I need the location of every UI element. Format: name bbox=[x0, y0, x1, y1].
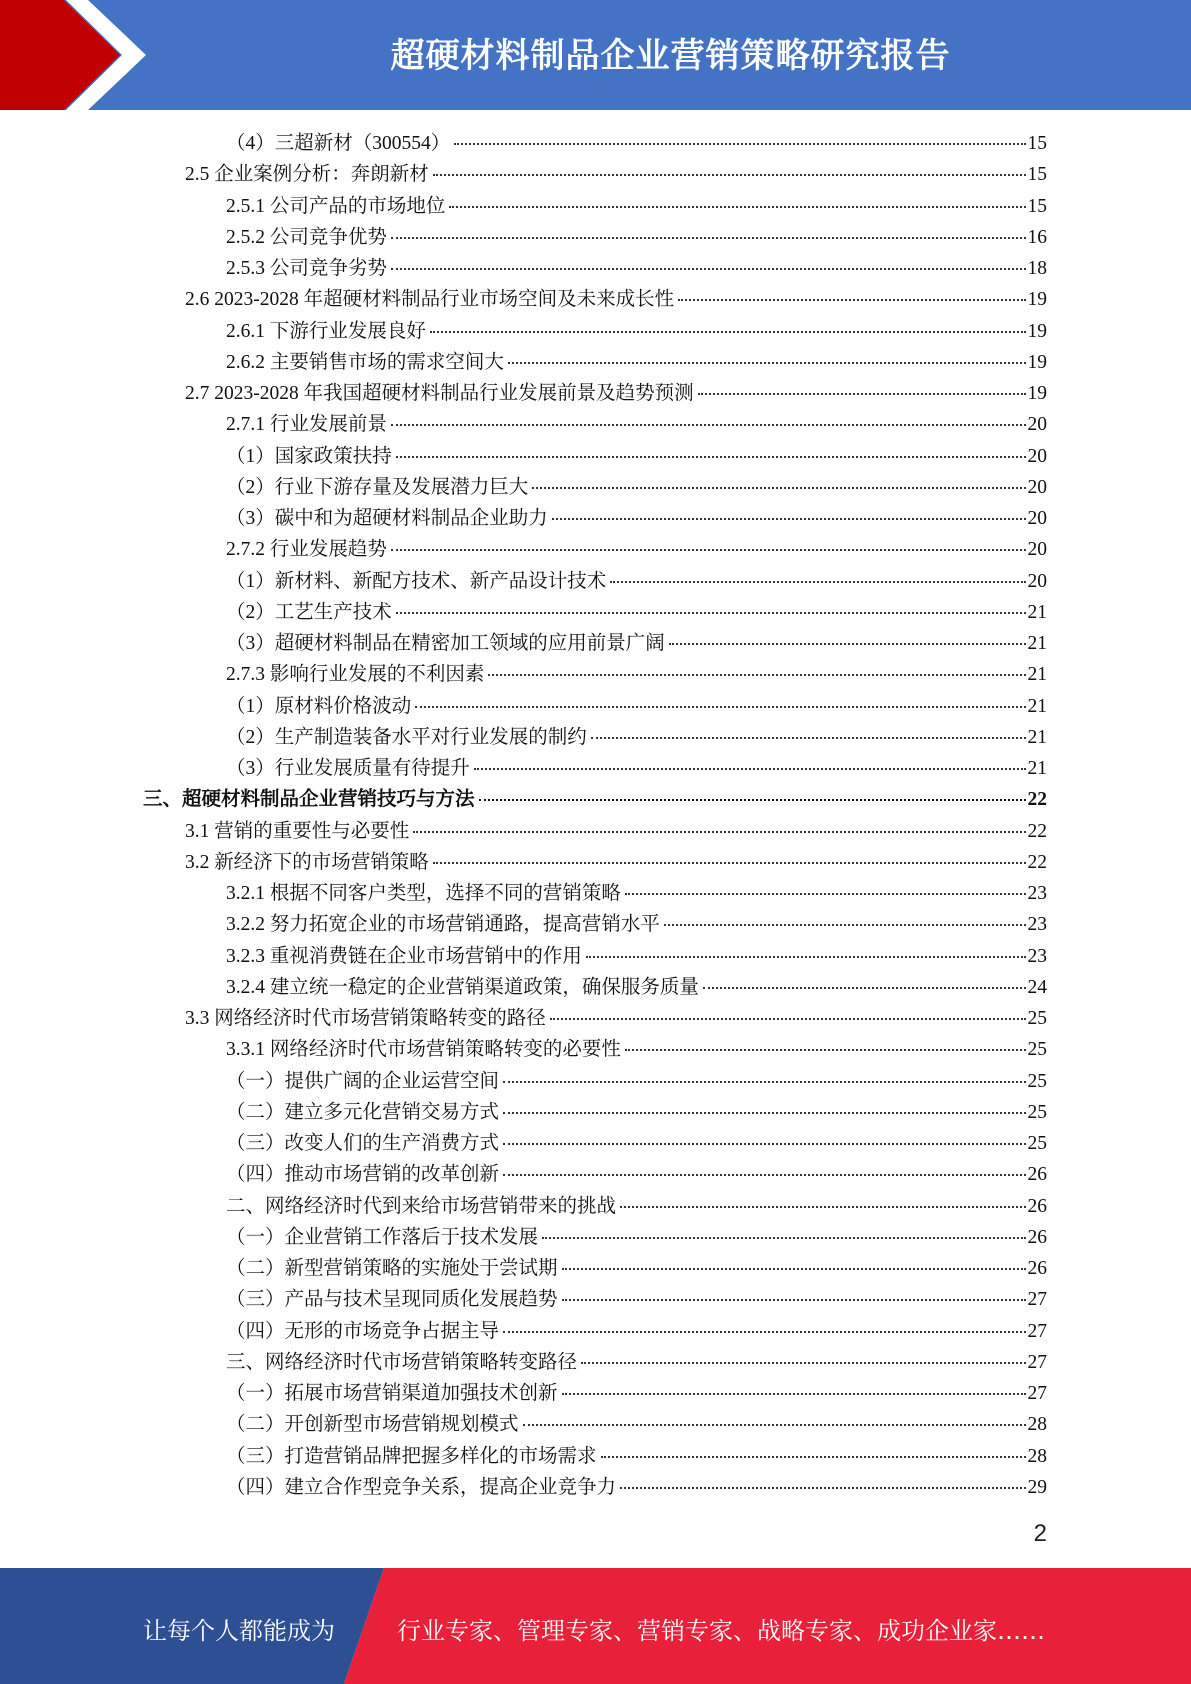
toc-entry[interactable] bbox=[226, 347, 1047, 378]
toc-entry-title: 2.7.1 行业发展前景 bbox=[226, 414, 387, 435]
toc-entry-title: 3.2.2 努力拓宽企业的市场营销通路，提高营销水平 bbox=[226, 914, 660, 935]
toc-entry-page: 15 bbox=[1027, 196, 1047, 217]
toc-entry-title: 2.7.3 影响行业发展的不利因素 bbox=[226, 664, 485, 685]
toc-entry-page: 27 bbox=[1027, 1383, 1047, 1404]
toc-entry-title: （三）打造营销品牌把握多样化的市场需求 bbox=[226, 1446, 597, 1467]
toc-entry[interactable] bbox=[226, 1097, 1047, 1128]
toc-dot-leader bbox=[698, 393, 1026, 395]
toc-entry-title: （2）行业下游存量及发展潜力巨大 bbox=[226, 477, 529, 498]
toc-entry[interactable] bbox=[226, 1472, 1047, 1503]
toc-entry-page: 20 bbox=[1027, 446, 1047, 467]
toc-dot-leader bbox=[391, 424, 1026, 426]
toc-entry-title: （三）改变人们的生产消费方式 bbox=[226, 1133, 500, 1154]
toc-entry[interactable] bbox=[226, 409, 1047, 440]
toc-entry-title: （3）行业发展质量有待提升 bbox=[226, 758, 470, 779]
toc-entry-page: 20 bbox=[1027, 477, 1047, 498]
toc-entry-page: 25 bbox=[1027, 1008, 1047, 1029]
toc-entry[interactable] bbox=[226, 253, 1047, 284]
toc-entry[interactable] bbox=[185, 816, 1047, 847]
toc-entry[interactable] bbox=[226, 1378, 1047, 1409]
toc-entry-page: 28 bbox=[1027, 1414, 1047, 1435]
toc-entry[interactable] bbox=[226, 597, 1047, 628]
toc-dot-leader bbox=[430, 331, 1026, 333]
toc-entry-page: 23 bbox=[1027, 946, 1047, 967]
toc-entry-page: 18 bbox=[1027, 258, 1047, 279]
toc-entry-title: 3.3 网络经济时代市场营销策略转变的路径 bbox=[185, 1008, 546, 1029]
toc-dot-leader bbox=[474, 768, 1026, 770]
toc-entry[interactable] bbox=[226, 972, 1047, 1003]
toc-entry-page: 25 bbox=[1027, 1039, 1047, 1060]
toc-dot-leader bbox=[581, 1362, 1025, 1364]
toc-dot-leader bbox=[396, 456, 1026, 458]
toc-entry-page: 15 bbox=[1027, 133, 1047, 154]
toc-entry[interactable] bbox=[226, 628, 1047, 659]
toc-entry-title: （四）建立合作型竞争关系，提高企业竞争力 bbox=[226, 1477, 617, 1498]
toc-dot-leader bbox=[550, 1018, 1026, 1020]
toc-dot-leader bbox=[433, 862, 1026, 864]
toc-entry[interactable] bbox=[226, 222, 1047, 253]
toc-entry-title: 2.6.2 主要销售市场的需求空间大 bbox=[226, 352, 504, 373]
page-footer bbox=[0, 1568, 1191, 1684]
toc-dot-leader bbox=[488, 674, 1025, 676]
toc-entry-title: （一）拓展市场营销渠道加强技术创新 bbox=[226, 1383, 558, 1404]
toc-dot-leader bbox=[449, 206, 1025, 208]
toc-entry[interactable] bbox=[226, 1034, 1047, 1065]
toc-dot-leader bbox=[620, 1206, 1025, 1208]
toc-entry[interactable] bbox=[226, 753, 1047, 784]
toc-dot-leader bbox=[552, 518, 1026, 520]
toc-dot-leader bbox=[503, 1174, 1025, 1176]
toc-entry[interactable] bbox=[226, 1191, 1047, 1222]
page-number: 2 bbox=[1033, 1520, 1047, 1547]
header-arrow-decoration bbox=[0, 0, 160, 110]
toc-dot-leader bbox=[562, 1393, 1026, 1395]
toc-dot-leader bbox=[503, 1112, 1025, 1114]
toc-dot-leader bbox=[396, 612, 1026, 614]
report-title: 超硬材料制品企业营销策略研究报告 bbox=[390, 36, 951, 76]
toc-entry[interactable] bbox=[226, 722, 1047, 753]
toc-dot-leader bbox=[625, 893, 1026, 895]
toc-entry-page: 21 bbox=[1027, 633, 1047, 654]
toc-entry-title: 3.1 营销的重要性与必要性 bbox=[185, 821, 410, 842]
toc-entry[interactable] bbox=[226, 691, 1047, 722]
toc-entry[interactable] bbox=[226, 128, 1047, 159]
toc-entry[interactable] bbox=[226, 909, 1047, 940]
toc-entry[interactable] bbox=[143, 784, 1047, 815]
toc-entry-title: 三、超硬材料制品企业营销技巧与方法 bbox=[143, 789, 475, 810]
toc-entry-page: 21 bbox=[1027, 664, 1047, 685]
toc-dot-leader bbox=[391, 237, 1026, 239]
toc-entry[interactable] bbox=[226, 566, 1047, 597]
toc-entry[interactable] bbox=[226, 1441, 1047, 1472]
toc-entry-page: 20 bbox=[1027, 414, 1047, 435]
toc-dot-leader bbox=[678, 299, 1025, 301]
toc-entry-title: 3.3.1 网络经济时代市场营销策略转变的必要性 bbox=[226, 1039, 621, 1060]
toc-entry[interactable] bbox=[226, 316, 1047, 347]
toc-entry-page: 19 bbox=[1027, 289, 1047, 310]
toc-entry-page: 27 bbox=[1027, 1321, 1047, 1342]
toc-entry[interactable] bbox=[185, 378, 1047, 409]
toc-entry-title: （2）工艺生产技术 bbox=[226, 602, 392, 623]
toc-entry-page: 25 bbox=[1027, 1071, 1047, 1092]
toc-entry-page: 23 bbox=[1027, 883, 1047, 904]
toc-entry-page: 22 bbox=[1027, 852, 1047, 873]
toc-entry-page: 23 bbox=[1027, 914, 1047, 935]
footer-slogan-left: 让每个人都能成为 bbox=[143, 1617, 335, 1645]
toc-entry-title: 二、网络经济时代到来给市场营销带来的挑战 bbox=[226, 1196, 617, 1217]
toc-entry-page: 22 bbox=[1027, 821, 1047, 842]
toc-entry[interactable] bbox=[185, 1003, 1047, 1034]
toc-entry-title: 2.7 2023-2028 年我国超硬材料制品行业发展前景及趋势预测 bbox=[185, 383, 694, 404]
toc-dot-leader bbox=[454, 143, 1025, 145]
toc-dot-leader bbox=[391, 549, 1026, 551]
toc-dot-leader bbox=[542, 1237, 1025, 1239]
toc-entry-title: 2.6 2023-2028 年超硬材料制品行业市场空间及未来成长性 bbox=[185, 289, 675, 310]
toc-entry[interactable] bbox=[226, 472, 1047, 503]
toc-entry-page: 27 bbox=[1027, 1289, 1047, 1310]
toc-entry-page: 21 bbox=[1027, 758, 1047, 779]
toc-entry[interactable] bbox=[226, 1284, 1047, 1315]
toc-entry-title: （2）生产制造装备水平对行业发展的制约 bbox=[226, 727, 587, 748]
toc-entry-page: 21 bbox=[1027, 602, 1047, 623]
toc-entry[interactable] bbox=[226, 941, 1047, 972]
toc-entry[interactable] bbox=[226, 878, 1047, 909]
toc-entry-page: 22 bbox=[1027, 789, 1047, 810]
toc-dot-leader bbox=[625, 1049, 1026, 1051]
toc-dot-leader bbox=[586, 956, 1026, 958]
toc-dot-leader bbox=[562, 1299, 1026, 1301]
toc-dot-leader bbox=[669, 643, 1026, 645]
toc-dot-leader bbox=[433, 174, 1026, 176]
toc-entry[interactable] bbox=[185, 847, 1047, 878]
toc-entry[interactable] bbox=[226, 191, 1047, 222]
toc-entry-title: 三、网络经济时代市场营销策略转变路径 bbox=[226, 1352, 578, 1373]
toc-dot-leader bbox=[503, 1081, 1025, 1083]
toc-entry[interactable] bbox=[226, 503, 1047, 534]
toc-entry-page: 20 bbox=[1027, 571, 1047, 592]
toc-entry-title: （1）原材料价格波动 bbox=[226, 696, 412, 717]
toc-entry-page: 25 bbox=[1027, 1133, 1047, 1154]
toc-dot-leader bbox=[610, 581, 1025, 583]
toc-entry[interactable] bbox=[226, 1253, 1047, 1284]
toc-entry-page: 25 bbox=[1027, 1102, 1047, 1123]
footer-slogan-right: 行业专家、管理专家、营销专家、战略专家、成功企业家…… bbox=[397, 1617, 1045, 1645]
toc-entry-title: 3.2.4 建立统一稳定的企业营销渠道政策，确保服务质量 bbox=[226, 977, 699, 998]
toc-entry[interactable] bbox=[226, 1066, 1047, 1097]
toc-dot-leader bbox=[503, 1331, 1025, 1333]
toc-entry-title: 2.5.2 公司竞争优势 bbox=[226, 227, 387, 248]
toc-entry-title: （1）新材料、新配方技术、新产品设计技术 bbox=[226, 571, 607, 592]
toc-entry-title: （3）碳中和为超硬材料制品企业助力 bbox=[226, 508, 548, 529]
toc-entry-title: 3.2.1 根据不同客户类型，选择不同的营销策略 bbox=[226, 883, 621, 904]
toc-entry-title: 2.5.3 公司竞争劣势 bbox=[226, 258, 387, 279]
toc-entry-page: 24 bbox=[1027, 977, 1047, 998]
toc-entry-page: 16 bbox=[1027, 227, 1047, 248]
toc-dot-leader bbox=[391, 268, 1026, 270]
toc-entry-title: （三）产品与技术呈现同质化发展趋势 bbox=[226, 1289, 558, 1310]
toc-entry[interactable] bbox=[226, 1316, 1047, 1347]
toc-dot-leader bbox=[503, 1143, 1025, 1145]
toc-entry-title: （二）开创新型市场营销规划模式 bbox=[226, 1414, 519, 1435]
toc-entry-page: 26 bbox=[1027, 1227, 1047, 1248]
toc-dot-leader bbox=[532, 487, 1025, 489]
toc-entry[interactable] bbox=[226, 1409, 1047, 1440]
toc-entry-title: （1）国家政策扶持 bbox=[226, 446, 392, 467]
toc-entry-page: 26 bbox=[1027, 1164, 1047, 1185]
toc-entry-title: （3）超硬材料制品在精密加工领域的应用前景广阔 bbox=[226, 633, 665, 654]
toc-dot-leader bbox=[601, 1456, 1026, 1458]
toc-entry-page: 21 bbox=[1027, 727, 1047, 748]
toc-entry-page: 15 bbox=[1027, 164, 1047, 185]
toc-entry-page: 26 bbox=[1027, 1258, 1047, 1279]
page-header bbox=[0, 0, 1191, 110]
toc-dot-leader bbox=[703, 987, 1026, 989]
toc-entry-title: 2.7.2 行业发展趋势 bbox=[226, 539, 387, 560]
toc-entry-title: 2.5.1 公司产品的市场地位 bbox=[226, 196, 446, 217]
toc-entry-page: 20 bbox=[1027, 508, 1047, 529]
toc-entry[interactable] bbox=[226, 1159, 1047, 1190]
toc-entry-page: 27 bbox=[1027, 1352, 1047, 1373]
toc-entry-page: 19 bbox=[1027, 383, 1047, 404]
toc-entry[interactable] bbox=[226, 534, 1047, 565]
toc-entry-title: （4）三超新材（300554） bbox=[226, 133, 451, 154]
toc-entry-page: 28 bbox=[1027, 1446, 1047, 1467]
toc-entry-title: （二）新型营销策略的实施处于尝试期 bbox=[226, 1258, 558, 1279]
toc-entry[interactable] bbox=[226, 1347, 1047, 1378]
toc-entry-title: （四）推动市场营销的改革创新 bbox=[226, 1164, 500, 1185]
toc-dot-leader bbox=[562, 1268, 1026, 1270]
toc-dot-leader bbox=[664, 924, 1026, 926]
toc-dot-leader bbox=[620, 1487, 1025, 1489]
toc-dot-leader bbox=[591, 737, 1026, 739]
toc-entry[interactable] bbox=[226, 1128, 1047, 1159]
toc-entry-title: 2.5 企业案例分析：奔朗新材 bbox=[185, 164, 429, 185]
toc-entry-page: 26 bbox=[1027, 1196, 1047, 1217]
toc-entry[interactable] bbox=[185, 284, 1047, 315]
toc-entry-page: 21 bbox=[1027, 696, 1047, 717]
toc-dot-leader bbox=[479, 799, 1026, 801]
toc-entry-title: （四）无形的市场竞争占据主导 bbox=[226, 1321, 500, 1342]
toc-entry-title: 3.2 新经济下的市场营销策略 bbox=[185, 852, 429, 873]
toc-dot-leader bbox=[523, 1424, 1026, 1426]
toc-entry[interactable] bbox=[226, 659, 1047, 690]
toc-dot-leader bbox=[508, 362, 1026, 364]
toc-entry-title: （一）提供广阔的企业运营空间 bbox=[226, 1071, 500, 1092]
toc-entry-title: （一）企业营销工作落后于技术发展 bbox=[226, 1227, 539, 1248]
toc-entry-title: 2.6.1 下游行业发展良好 bbox=[226, 321, 426, 342]
toc-entry[interactable] bbox=[226, 441, 1047, 472]
toc-entry-page: 19 bbox=[1027, 352, 1047, 373]
toc-entry[interactable] bbox=[226, 1222, 1047, 1253]
toc-entry[interactable] bbox=[185, 159, 1047, 190]
toc-entry-page: 19 bbox=[1027, 321, 1047, 342]
toc-dot-leader bbox=[415, 706, 1025, 708]
toc-entry-title: 3.2.3 重视消费链在企业市场营销中的作用 bbox=[226, 946, 582, 967]
toc-entry-page: 29 bbox=[1027, 1477, 1047, 1498]
toc-dot-leader bbox=[413, 831, 1025, 833]
toc-entry-title: （二）建立多元化营销交易方式 bbox=[226, 1102, 500, 1123]
toc-entry-page: 20 bbox=[1027, 539, 1047, 560]
